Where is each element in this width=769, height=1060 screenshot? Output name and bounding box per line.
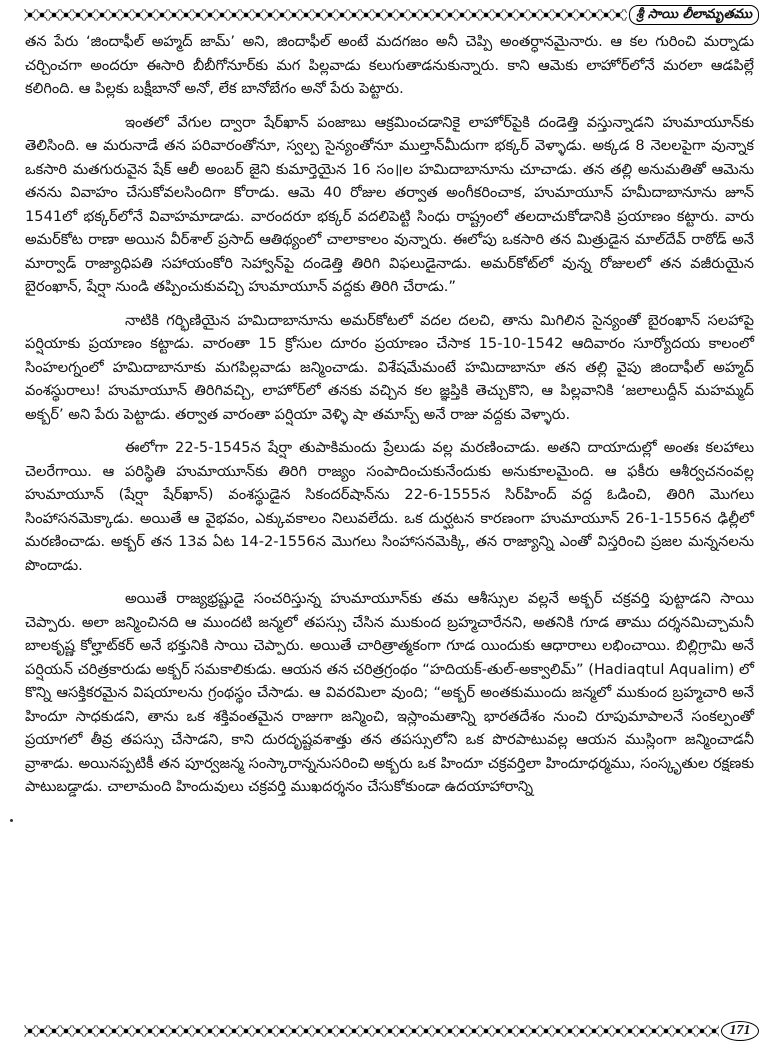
footer-border	[24, 1022, 759, 1040]
page-number: 171	[721, 1021, 759, 1041]
paragraph-5: అయితే రాజ్యభ్రష్టుడై సంచరిస్తున్న హుమాయూన్‌కు తమ ఆశీస్సుల వల్లనే అక్బర్ చక్రవర్తి పుట్టాడని సాయి చెప్పారు. అలా జన్మించినది ఆ ముందటి జన్మలో తపస్సు చేసిన ముకుంద బ్రహ్మచారేనని, అతనికి గూడ తాము దర్శనమిచ్చామనీ బాలకృష్ణ కోల్హాట్‌కర్ అనే భక్తునికి సాయి చెప్పారు. అయితే చారిత్రాత్మకంగా గూడ యిందుకు ఆధారాలు లభించాయి. బిల్లిగ్రామి అనే పర్షియన్ చరిత్రకారుడు అక్బర్ సమకాలికుడు. ఆయన తన చరిత్రగ్రంథం “హదియక్-తుల్-అక్వాలిమ్” (Hadiaqtul Aqualim) లో కొన్ని ఆసక్తికరమైన విషయాలను గ్రంథస్థం చేసాడు. ఆ వివరమిలా వుంది; “అక్బర్ అంతకుముందు జన్మలో ముకుంద బ్రహ్మచారి అనే హిందూ సాధకుడని, తాను ఒక శక్తివంతమైన రాజుగా జన్మించి, ఇస్లాంమతాన్ని భారతదేశం నుంచి రూపుమాపాలనే సంకల్పంతో ప్రయాగలో తీవ్ర తపస్సు చేసాడని, కాని దురదృష్టవశాత్తు తన తపస్సులోని ఒక పొరపాటువల్ల ఆయన ముస్లింగా జన్మించాడనీ వ్రాశాడు. అయినప్పటికీ తన పూర్వజన్మ సంస్కారాన్ననుసరించి అక్బరు ఒక హిందూ చక్రవర్తిలా హిందూధర్మము, సంస్కృతుల రక్షణకు పాటుబడ్డాడు. చాలామంది హిందువులు చక్రవర్తి ముఖదర్శనం చేసుకోకుండా ఉదయాహారాన్ని	[25, 590, 754, 795]
scan-speck	[10, 819, 13, 822]
paragraph-4: ఈలోగా 22-5-1545న షేర్షా తుపాకిమందు ప్రేలుడు వల్ల మరణించాడు. అతని దాయాదుల్లో అంతః కలహాలు చెలరేగాయి. ఆ పరిస్థితి హుమాయూన్‌కు తిరిగి రాజ్యం సంపాదించుకునేందుకు అనుకూలమైంది. ఆ ఫకీరు ఆశీర్వచనంవల్ల హుమాయూన్ (షేర్షా షేర్‌ఖాన్) వంశస్థుడైన సికందర్‌షాన్‌ను 22-6-1555న సిర్‌హింద్ వద్ద ఓడించి, తిరిగి మొగలు సింహాసనమెక్కాడు. అయితే ఆ వైభవం, ఎక్కువకాలం నిలువలేదు. ఒక దుర్ఘటన కారణంగా హుమాయూన్ 26-1-1556న ఢిల్లీలో మరణించాడు. అక్బర్ తన 13వ ఏట 14-2-1556న మొగలు సింహాసనమెక్కి, తన రాజ్యాన్ని ఎంతో విస్తరించి ప్రజల మన్ననలను పొందాడు.	[25, 439, 754, 574]
page-body	[25, 30, 754, 799]
paragraph-1: తన పేరు ‘జిందాఫీల్ అహ్మద్ జామ్’ అని, జిందాఫీల్ అంటే మదగజం అనీ చెప్పి అంతర్ధానమైనారు. ఆ కల గురించి మర్నాడు చర్చించగా అందరూ ఈసారి బీబీగోనూర్‌కు మగ పిల్లవాడు కలుగుతాడనుకున్నారు. కాని ఆమెకు లాహోర్‌లోనే మరలా ఆడపిల్లే కలిగింది. ఆ పిల్లకు బక్షీబానో అనో, లేక బానోబేగం అనో పేరు పెట్టారు.	[25, 33, 754, 97]
decorative-border-pattern	[24, 1025, 719, 1037]
running-header-book-title: శ్రీ సాయి లీలామృతము	[629, 5, 759, 25]
paragraph-2: ఇంతలో వేగుల ద్వారా షేర్‌ఖాన్ పంజాబు ఆక్రమించడానికై లాహోర్‌పైకి దండెత్తి వస్తున్నాడని హుమాయూన్‌కు తెలిసింది. ఆ మరునాడే తన పరివారంతోనూ, స్వల్ప సైన్యంతోనూ ముల్తాన్‌మీదుగా భక్కర్ వెళ్ళాడు. అక్కడ 8 నెలలపైగా వున్నాక ఒకసారి మతగురువైన షేక్ ఆలీ అంబర్ జైని కుమార్తెయైన 16 సం॥ల హమిదాబానూను చూచాడు. తన తల్లి అనుమతితో ఆమెను తనను వివాహం చేసుకోవలసిందిగా కోరాడు. ఆమె 40 రోజుల తర్వాత అంగీకరించాక, హుమాయూన్ హమీదాబానూను జూన్ 1541లో భక్కర్‌లోనే వివాహమాడాడు. వారందరూ భక్కర్ వదలిపెట్టి సింధు రాష్ట్రంలో తలదాచుకోడానికి ప్రయాణం కట్టారు. వారు అమర్‌కోట రాణా అయిన వీర్‌శాల్ ప్రసాద్ ఆతిథ్యంలో చాలాకాలం వున్నారు. ఈలోపు ఒకసారి తన మిత్రుడైన మాల్‌దేవ్ రాఠోడ్ అనే మార్వాడ్ రాజ్యాధిపతి సహాయంకోరి సెహ్వాన్‌పై దండెత్తి తిరిగి విఫలుడైనాడు. అమర్‌కోట్‌లో వున్న రోజులలో తన వజీరుయైన బైరంఖాన్, షేర్షా నుండి తప్పించుకువచ్చి హుమాయూన్ వద్దకు తిరిగి చేరాడు.”	[25, 113, 754, 295]
header-border	[24, 6, 759, 24]
paragraph-3: నాటికి గర్భిణియైన హమిదాబానూను అమర్‌కోటలో వదల దలచి, తాను మిగిలిన సైన్యంతో బైరంఖాన్ సలహాపై పర్షియాకు ప్రయాణం కట్టాడు. వారంతా 15 క్రోసుల దూరం ప్రయాణం చేసాక 15-10-1542 ఆదివారం సూర్యోదయ కాలంలో సింహలగ్నంలో హమిదాబానూకు మగపిల్లవాడు జన్మించాడు. విశేషమేమంటే హమిదాబానూ తన తల్లి వైపు జిందాఫీల్ అహ్మద్ వంశస్థురాలు! హుమాయూన్ తిరిగివచ్చి, లాహోర్‌లో తనకు వచ్చిన కల జ్ఞప్తికి తెచ్చుకొని, ఆ పిల్లవానికి ‘జలాలుద్దీన్ మహమ్మద్ అక్బర్’ అని పేరు పెట్టాడు. తర్వాత వారంతా పర్షియా వెళ్ళి షా తమాస్ప్ అనే రాజు వద్దకు వెళ్ళారు.	[25, 311, 754, 423]
decorative-border-pattern	[24, 9, 627, 21]
